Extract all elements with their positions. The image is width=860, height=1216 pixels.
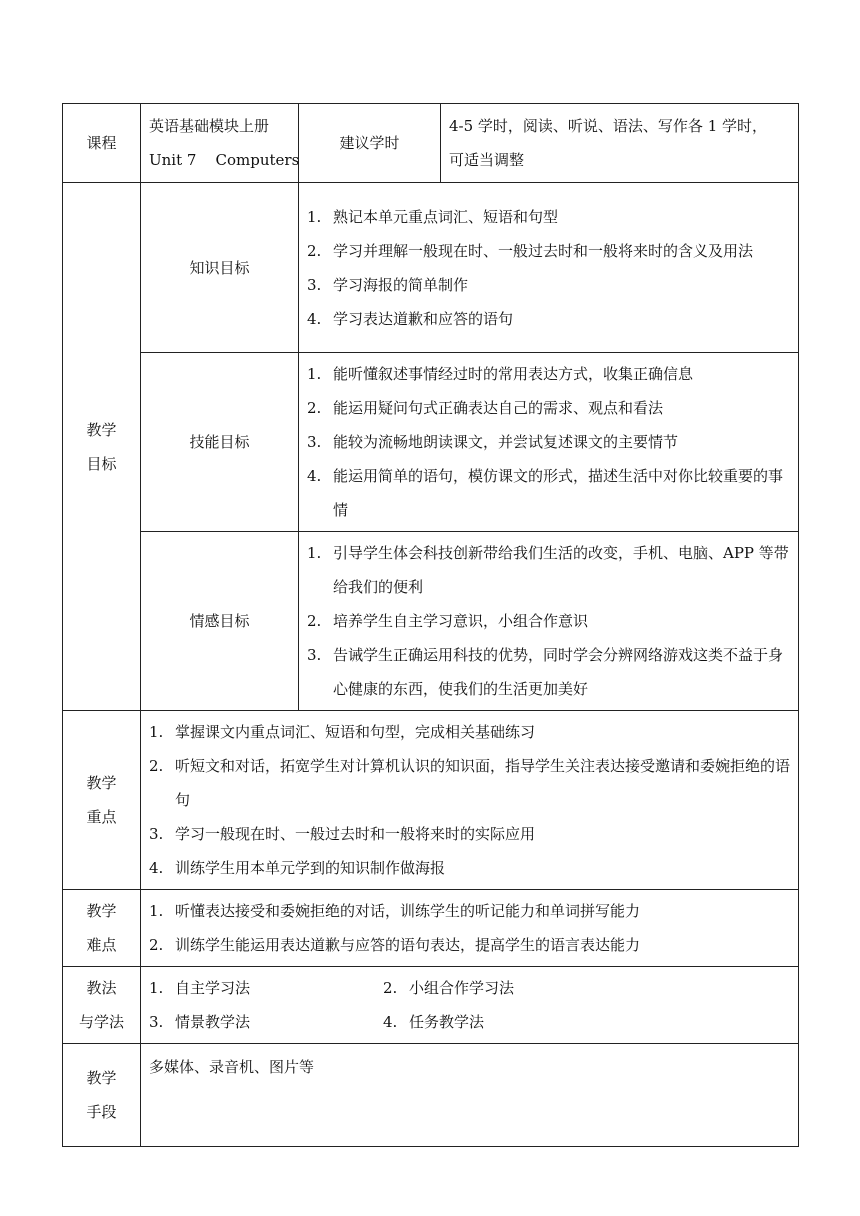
emotion-objectives-list-cell	[299, 532, 799, 711]
emotion-objectives-list	[307, 536, 792, 706]
skill-objectives-label: 技能目标	[141, 353, 299, 532]
methods-grid	[149, 971, 792, 1039]
skill-objectives-row	[63, 353, 799, 532]
list-item: 1. 掌握课文内重点词汇、短语和句型，完成相关基础练习	[149, 723, 536, 741]
hours-label: 建议学时	[299, 104, 441, 183]
course-name-line-2: Unit 7 Computers	[149, 151, 300, 169]
list-item: 2. 听短文和对话，拓宽学生对计算机认识的知识面，指导学生关注表达接受邀请和委婉拒绝的语句	[149, 757, 791, 809]
list-item: 1. 听懂表达接受和委婉拒绝的对话，训练学生的听记能力和单词拼写能力	[149, 902, 641, 920]
list-item: 2. 小组合作学习法	[383, 979, 515, 997]
knowledge-objectives-list	[307, 200, 792, 336]
course-label: 课程	[63, 104, 141, 183]
skill-objectives-list	[307, 357, 792, 527]
methods-grid-cell	[141, 967, 799, 1044]
means-label-line-1: 教学	[86, 1069, 117, 1087]
key-points-label-line-2: 重点	[86, 808, 117, 826]
emotion-objectives-row	[63, 532, 799, 711]
list-item: 3. 情景教学法	[149, 1013, 251, 1031]
means-text: 多媒体、录音机、图片等	[141, 1044, 799, 1147]
key-points-label-cell	[63, 711, 141, 890]
hours-line-2: 可适当调整	[449, 151, 525, 169]
objectives-label-cell	[63, 183, 141, 711]
hours-line-1: 4-5 学时，阅读、听说、语法、写作各 1 学时，	[449, 117, 768, 135]
objectives-label-line-2: 目标	[86, 454, 117, 473]
list-item: 4. 能运用简单的语句，模仿课文的形式，描述生活中对你比较重要的事情	[307, 467, 784, 519]
objectives-label-line-1: 教学	[86, 420, 117, 439]
list-item: 3. 告诫学生正确运用科技的优势，同时学会分辨网络游戏这类不益于身心健康的东西，使我们的生活更加美好	[307, 646, 784, 698]
key-points-list-cell	[141, 711, 799, 890]
difficulties-list	[149, 894, 792, 962]
list-item: 1. 自主学习法	[149, 979, 251, 997]
knowledge-objectives-row	[63, 183, 799, 353]
means-row	[63, 1044, 799, 1147]
difficulties-label-cell	[63, 890, 141, 967]
list-item: 3. 学习一般现在时、一般过去时和一般将来时的实际应用	[149, 825, 536, 843]
list-item: 1. 引导学生体会科技创新带给我们生活的改变，手机、电脑、APP 等带给我们的便利	[307, 544, 789, 596]
list-item: 4. 任务教学法	[383, 1013, 485, 1031]
list-item: 3. 学习海报的简单制作	[307, 275, 469, 294]
skill-objectives-list-cell	[299, 353, 799, 532]
methods-label-line-2: 与学法	[78, 1013, 124, 1031]
knowledge-objectives-list-cell	[299, 183, 799, 353]
methods-row	[63, 967, 799, 1044]
means-label-cell	[63, 1044, 141, 1147]
difficulties-row	[63, 890, 799, 967]
methods-label-cell	[63, 967, 141, 1044]
difficulties-label-line-2: 难点	[86, 936, 117, 954]
lesson-plan-table	[62, 103, 799, 1147]
list-item: 3. 能较为流畅地朗读课文，并尝试复述课文的主要情节	[307, 433, 679, 451]
list-item: 2. 能运用疑问句式正确表达自己的需求、观点和看法	[307, 399, 664, 417]
methods-label-line-1: 教法	[86, 979, 117, 997]
list-item: 1. 能听懂叙述事情经过时的常用表达方式，收集正确信息	[307, 365, 694, 383]
key-points-list	[149, 715, 792, 885]
list-item: 2. 学习并理解一般现在时、一般过去时和一般将来时的含义及用法	[307, 241, 754, 260]
course-row	[63, 104, 799, 183]
means-label-line-2: 手段	[86, 1103, 117, 1121]
key-points-row	[63, 711, 799, 890]
course-name-cell	[141, 104, 299, 183]
difficulties-list-cell	[141, 890, 799, 967]
key-points-label-line-1: 教学	[86, 774, 117, 792]
list-item: 4. 学习表达道歉和应答的语句	[307, 309, 514, 328]
hours-value-cell	[441, 104, 799, 183]
difficulties-label-line-1: 教学	[86, 902, 117, 920]
course-name-line-1: 英语基础模块上册	[149, 117, 270, 135]
list-item: 4. 训练学生用本单元学到的知识制作做海报	[149, 859, 446, 877]
list-item: 2. 培养学生自主学习意识，小组合作意识	[307, 612, 589, 630]
lesson-plan-page	[62, 103, 798, 1147]
knowledge-objectives-label: 知识目标	[141, 183, 299, 353]
list-item: 2. 训练学生能运用表达道歉与应答的语句表达，提高学生的语言表达能力	[149, 936, 641, 954]
list-item: 1. 熟记本单元重点词汇、短语和句型	[307, 207, 559, 226]
emotion-objectives-label: 情感目标	[141, 532, 299, 711]
